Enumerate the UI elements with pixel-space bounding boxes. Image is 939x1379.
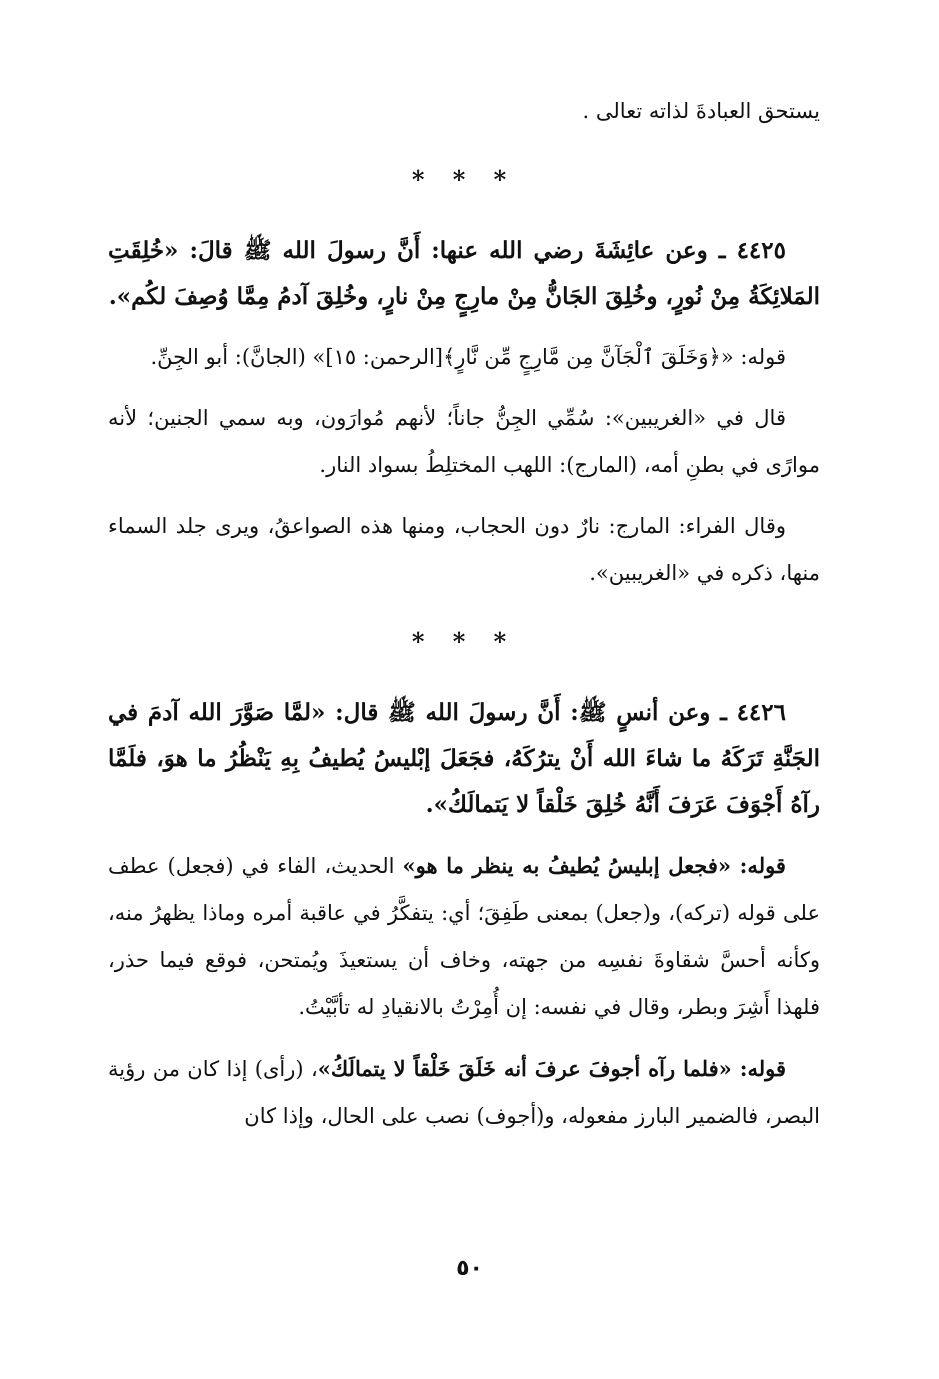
- commentary-text: ، (رأى) إذا كان من رؤية البصر، فالضمير البارز مفعوله، و(أجوف) نصب على الحال، وإذا كان: [108, 1057, 820, 1128]
- hadith-4426-text: ٤٤٢٦ ـ وعن أنسٍ ﷺ: أَنَّ رسولَ الله ﷺ قال: «لمَّا صَوَّرَ الله آدمَ في الجَنَّةِ تَرَكَهُ ما شاءَ الله أَنْ يترُكَهُ، فجَعَلَ إبْليسُ يُطيفُ بِهِ يَنْظُرُ ما هوَ، فلَمَّا رآهُ أَجْوَفَ عَرَفَ أَنَّهُ خُلِقَ خَلْقاً لا يَتمالَكُ».: [108, 699, 820, 818]
- commentary-paragraph: [108, 1045, 820, 1140]
- commentary-paragraph: قوله: «﴿وَخَلَقَ ٱلْجَآنَّ مِن مَّارِجٍ مِّن نَّارٍ﴾[الرحمن: ١٥]» (الجانَّ): أبو الجِنِّ.: [150, 345, 786, 369]
- quoted-phrase: قوله: «فجعل إبليسُ يُطيفُ به ينظر ما هو»: [402, 853, 786, 878]
- hadith-4425-text: ٤٤٢٥ ـ وعن عائِشَةَ رضي الله عنها: أَنَّ رسولَ الله ﷺ قالَ: «خُلِقَتِ المَلائِكَةُ مِنْ نُورٍ، وخُلِقَ الجَانُّ مِنْ مارِجٍ مِنْ نارٍ، وخُلِقَ آدمُ مِمَّا وُصِفَ لكُم».: [108, 237, 820, 310]
- commentary-paragraph: وقال الفراء: المارج: نارٌ دون الحجاب، ومنها هذه الصواعقُ، ويرى جلد السماء منها، ذكره في «الغريبين».: [108, 514, 820, 585]
- page-number: ٥٠: [456, 1256, 483, 1281]
- intro-line: يستحق العبادةَ لذاته تعالى .: [582, 99, 820, 123]
- hadith-4426: [108, 690, 820, 828]
- commentary-text: الحديث، الفاء في (فجعل) عطف على قوله (تركه)، و(جعل) بمعنى طَفِقَ؛ أي: يتفكَّرُ في عاقبة أمره وماذا يظهرُ منه، وكأنه أحسَّ شقاوةَ نفسِه من جهته، وخاف أن يستعيذَ ويُمتحن، فوقع فيما حذر، فلهذا أَشِرَ وبطر، وقال في نفسه: إن أُمِرْتُ بالانقيادِ له تأبَّيْتُ.: [108, 854, 820, 1019]
- page-content: [108, 88, 820, 1154]
- section-separator: * * *: [411, 165, 517, 194]
- commentary-paragraph: قال في «الغريبين»: سُمِّي الجِنُّ جاناً؛ لأنهم مُوارَون، وبه سمي الجنين؛ لأنه موارًى في بطنِ أمه، (المارج): اللهب المختلِطُ بسواد النار.: [108, 406, 820, 477]
- commentary-paragraph: [108, 842, 820, 1031]
- section-separator: * * *: [411, 627, 517, 656]
- hadith-4425: [108, 228, 820, 320]
- quoted-phrase: قوله: «فلما رآه أجوفَ عرفَ أنه خَلَقَ خَلْقاً لا يتمالَكُ»: [317, 1056, 786, 1081]
